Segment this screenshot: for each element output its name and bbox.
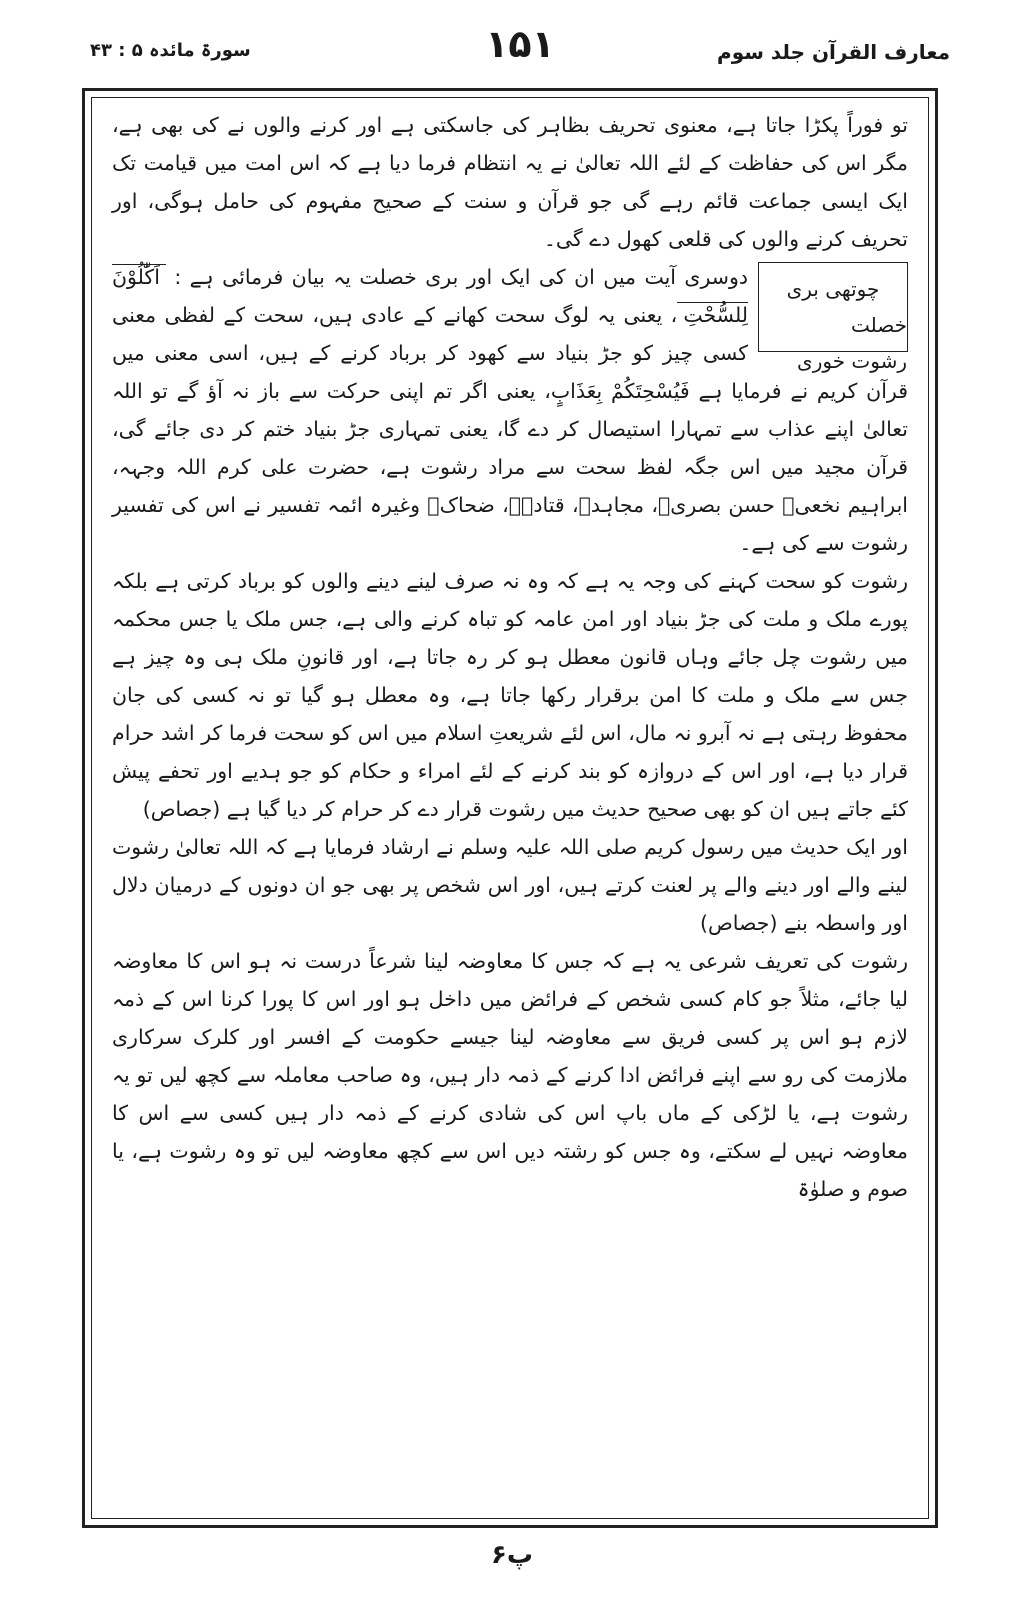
paragraph-tahreef: تو فوراً پکڑا جاتا ہے، معنوی تحریف بظاہر کی جاسکتی ہے اور کرنے والوں نے کی بھی ہے، مگر اس کی حفاظت کے لئے اللہ تعالیٰ نے یہ انتظام فرما دیا ہے کہ اس امت میں قیامت تک ایک ایسی جماعت قائم رہے گی جو قرآن و سنت کے صحیح مفہوم کی حامل ہوگی، اور تحریف کرنے والوں کی قلعی کھول دے گی۔: [112, 113, 908, 251]
quranic-phrase: اَكّٰلُوْنَ لِلسُّحْتِ: [112, 265, 748, 327]
side-heading-line2: رشوت خوری: [797, 349, 907, 373]
paragraph-reason: رشوت کو سحت کہنے کی وجہ یہ ہے کہ وہ نہ صرف لینے دینے والوں کو برباد کرتی ہے بلکہ پورے ملک و ملت کی جڑ بنیاد اور امن عامہ کو تباہ کرنے والی ہے، جس ملک یا جس محکمہ میں رشوت چل جائے وہاں قانون معطل ہو کر رہ جاتا ہے، اور قانونِ ملک ہی وہ چیز ہے جس سے ملک و ملت کا امن برقرار رکھا جاتا ہے، وہ معطل ہو گیا تو نہ کسی کی جان محفوظ رہتی ہے نہ آبرو نہ مال، اس لئے شریعتِ اسلام میں اس کو سحت فرما کر اشد حرام قرار دیا ہے، اور اس کے دروازہ کو بند کرنے کے لئے امراء و حکام کو جو ہدیے اور تحفے پیش کئے جاتے ہیں ان کو بھی صحیح حدیث میں رشوت قرار دے کر حرام کر دیا گیا ہے (جصاص): [112, 569, 908, 821]
page-number: ۱۵۱: [485, 22, 555, 66]
surah-reference: سورۃ مائدہ ۵ : ۴۳: [90, 40, 251, 61]
para-marker: پ۶: [490, 1540, 533, 1570]
side-heading-line1: چوتھی بری خصلت: [786, 277, 907, 337]
book-title: معارف القرآن جلد سوم: [717, 40, 950, 64]
paragraph-suht-body: ، یعنی یہ لوگ سحت کھانے کے عادی ہیں، سحت کے لفظی معنی کسی چیز کو جڑ بنیاد سے کھود کر برباد کرنے کے ہیں، اسی معنی میں قرآن کریم نے فرمایا ہے فَيُسْحِتَكُمْ بِعَذَابٍ، یعنی اگر تم اپنی حرکت سے باز نہ آؤ گے تو اللہ تعالیٰ اپنے عذاب سے تمہارا استیصال کر دے گا، یعنی تمہاری جڑ بنیاد ختم کر دی جائے گی، قرآن مجید میں اس جگہ لفظ سحت سے مراد رشوت ہے، حضرت علی کرم اللہ وجہہ، ابراہیم نخعیؒ حسن بصریؒ، مجاہدؒ، قتادہؒ، ضحاکؒ وغیرہ ائمہ تفسیر نے اس کی تفسیر رشوت سے کی ہے۔: [112, 303, 908, 555]
page-frame-inner: [91, 97, 929, 1519]
page-frame: [82, 88, 938, 1528]
main-text: [112, 106, 908, 1508]
paragraph-definition: رشوت کی تعریف شرعی یہ ہے کہ جس کا معاوضہ لینا شرعاً درست نہ ہو اس کا معاوضہ لیا جائے، مثلاً جو کام کسی شخص کے فرائض میں داخل ہو اور اس کا پورا کرنا اس کے ذمہ لازم ہو اس پر کسی فریق سے معاوضہ لینا جیسے حکومت کے افسر اور کلرک سرکاری ملازمت کی رو سے اپنے فرائض ادا کرنے کے ذمہ دار ہیں، وہ صاحب معاملہ سے کچھ لیں تو یہ رشوت ہے، یا لڑکی کے ماں باپ اس کی شادی کرنے کے ذمہ دار ہیں کسی سے اس کا معاوضہ نہیں لے سکتے، وہ جس کو رشتہ دیں اس سے کچھ معاوضہ لیں تو وہ رشوت ہے، یا صوم و صلوٰۃ: [112, 949, 908, 1201]
paragraph-suht-intro: دوسری آیت میں ان کی ایک اور بری خصلت یہ بیان فرمائی ہے :: [174, 265, 748, 289]
page-header: [70, 18, 970, 68]
side-heading-box: [758, 262, 908, 373]
paragraph-hadith: اور ایک حدیث میں رسول کریم صلی اللہ علیہ وسلم نے ارشاد فرمایا ہے کہ اللہ تعالیٰ رشوت لینے والے اور دینے والے پر لعنت کرتے ہیں، اور اس شخص پر بھی جو ان دونوں کے درمیان دلال اور واسطہ بنے (جصاص): [112, 835, 908, 935]
